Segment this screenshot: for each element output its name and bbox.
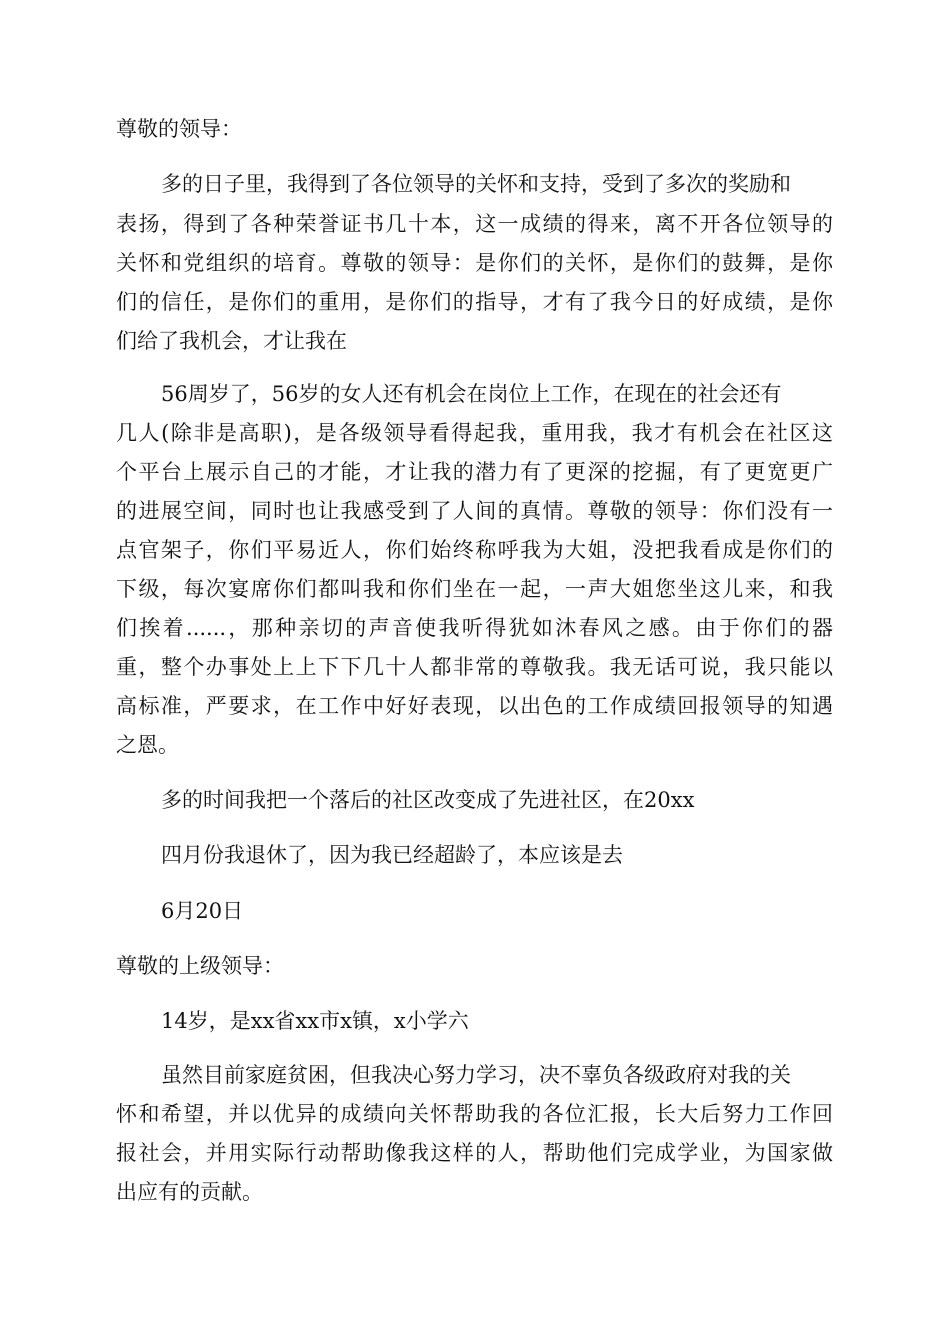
paragraph-line: 出应有的贡献。 — [116, 1180, 263, 1204]
paragraph-line: 多的时间我把一个落后的社区改变成了先进社区，在20xx — [161, 788, 695, 812]
paragraph-line: 虽然目前家庭贫困，但我决心努力学习，决不辜负各级政府对我的关 — [161, 1063, 791, 1087]
paragraph-line: 们挨着......，那种亲切的声音使我听得犹如沐春风之感。由于你们的器 — [116, 616, 833, 640]
paragraph-line: 56周岁了，56岁的女人还有机会在岗位上工作，在现在的社会还有 — [161, 382, 782, 406]
paragraph-line: 个平台上展示自己的才能，才让我的潜力有了更深的挖掘，有了更宽更广 — [116, 460, 833, 484]
paragraph-line: 们给了我机会，才让我在 — [116, 329, 347, 353]
paragraph-line: 高标准，严要求，在工作中好好表现，以出色的工作成绩回报领导的知遇 — [116, 694, 833, 718]
paragraph-line: 下级，每次宴席你们都叫我和你们坐在一起，一声大姐您坐这儿来，和我 — [116, 577, 833, 601]
paragraph-line: 的进展空间，同时也让我感受到了人间的真情。尊敬的领导：你们没有一 — [116, 499, 833, 523]
paragraph-line: 点官架子，你们平易近人，你们始终称呼我为大姐，没把我看成是你们的 — [116, 538, 833, 562]
salutation-leaders: 尊敬的领导： — [116, 117, 242, 141]
paragraph-line: 14岁，是xx省xx市x镇，x小学六 — [161, 1009, 469, 1033]
paragraph-line: 多的日子里，我得到了各位领导的关怀和支持，受到了多次的奖励和 — [161, 172, 791, 196]
paragraph-line: 表扬，得到了各种荣誉证书几十本，这一成绩的得来，离不开各位领导的 — [116, 212, 833, 236]
paragraph-line: 关怀和党组织的培育。尊敬的领导：是你们的关怀，是你们的鼓舞，是你 — [116, 251, 833, 275]
paragraph-line: 重，整个办事处上上下下几十人都非常的尊敬我。我无话可说，我只能以 — [116, 655, 833, 679]
paragraph-line: 怀和希望，并以优异的成绩向关怀帮助我的各位汇报，长大后努力工作回 — [116, 1102, 833, 1126]
date-line: 6月20日 — [161, 899, 244, 923]
paragraph-line: 报社会，并用实际行动帮助像我这样的人，帮助他们完成学业，为国家做 — [116, 1141, 833, 1165]
paragraph-line: 四月份我退休了，因为我已经超龄了，本应该是去 — [161, 843, 623, 867]
salutation-superiors: 尊敬的上级领导： — [116, 954, 284, 978]
paragraph-line: 几人(除非是高职)，是各级领导看得起我，重用我，我才有机会在社区这 — [116, 421, 833, 445]
paragraph-line: 们的信任，是你们的重用，是你们的指导，才有了我今日的好成绩，是你 — [116, 290, 833, 314]
paragraph-line: 之恩。 — [116, 733, 179, 757]
